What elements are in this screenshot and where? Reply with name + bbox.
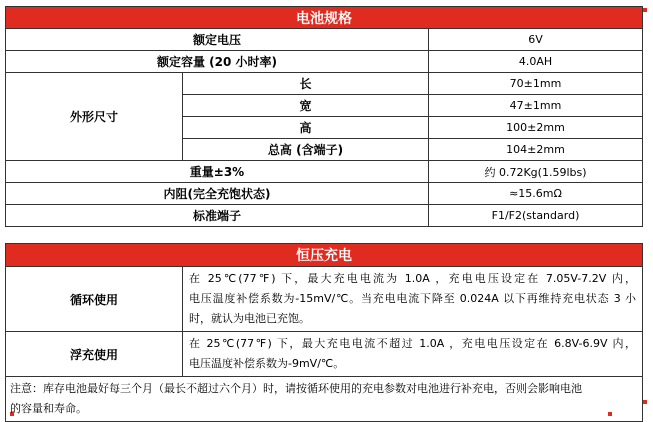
float-use-label: 浮充使用 xyxy=(6,332,183,377)
spec-header-row xyxy=(6,7,643,29)
charge-title: 恒压充电 xyxy=(6,244,643,267)
dimension-label: 宽 xyxy=(183,95,429,117)
dimensions-label: 外形尺寸 xyxy=(6,73,183,161)
spec-label: 标准端子 xyxy=(6,205,429,227)
cycle-use-description xyxy=(183,267,643,332)
dimension-value: 70±1mm xyxy=(429,73,643,95)
spec-row-weight xyxy=(6,161,643,183)
corner-mark xyxy=(643,400,647,404)
description-line: 在 25℃(77℉) 下，最大充电电流不超过 1.0A ，充电电压设定在 6.8V-6.9V 内， xyxy=(189,337,636,350)
description-line: 电压温度补偿系数为-9mV/℃。 xyxy=(189,357,345,370)
spec-value: ≈15.6mΩ xyxy=(429,183,643,205)
corner-mark xyxy=(643,8,647,12)
dimension-label: 总高 (含端子) xyxy=(183,139,429,161)
spec-label: 重量±3% xyxy=(6,161,429,183)
description-line: 时，就认为电池已充饱。 xyxy=(189,312,310,325)
spec-row-rated-capacity xyxy=(6,51,643,73)
dimension-value: 47±1mm xyxy=(429,95,643,117)
spec-label: 额定容量 (20 小时率) xyxy=(6,51,429,73)
spec-value: 6V xyxy=(429,29,643,51)
battery-spec-table xyxy=(5,6,643,227)
spec-row-terminal xyxy=(6,205,643,227)
spec-row-rated-voltage xyxy=(6,29,643,51)
spec-label: 内阻(完全充饱状态) xyxy=(6,183,429,205)
dimension-value: 104±2mm xyxy=(429,139,643,161)
charge-row-float xyxy=(6,332,643,377)
spec-value: 4.0AH xyxy=(429,51,643,73)
dimension-label: 长 xyxy=(183,73,429,95)
cycle-use-label: 循环使用 xyxy=(6,267,183,332)
description-line: 电压温度补偿系数为-15mV/℃。当充电电流下降至 0.024A 以下再维持充电状态 3 小 xyxy=(189,292,636,305)
charge-row-cycle xyxy=(6,267,643,332)
charge-row-note xyxy=(6,377,643,422)
spec-row-length xyxy=(6,73,643,95)
dimension-value: 100±2mm xyxy=(429,117,643,139)
note-line: 注意：库存电池最好每三个月（最长不超过六个月）时，请按循环使用的充电参数对电池进行补充电，否则会影响电池 xyxy=(10,382,582,395)
spec-title: 电池规格 xyxy=(6,7,643,29)
spec-value: 约 0.72Kg(1.59lbs) xyxy=(429,161,643,183)
storage-note xyxy=(6,377,643,422)
float-use-description xyxy=(183,332,643,377)
description-line: 在 25℃(77℉) 下，最大充电电流为 1.0A ，充电电压设定在 7.05V-7.2V 内， xyxy=(189,272,636,285)
charge-header-row xyxy=(6,244,643,267)
spec-row-internal-resistance xyxy=(6,183,643,205)
spec-label: 额定电压 xyxy=(6,29,429,51)
note-line: 的容量和寿命。 xyxy=(10,402,87,415)
dimension-label: 高 xyxy=(183,117,429,139)
spec-value: F1/F2(standard) xyxy=(429,205,643,227)
constant-voltage-charge-table xyxy=(5,243,643,422)
